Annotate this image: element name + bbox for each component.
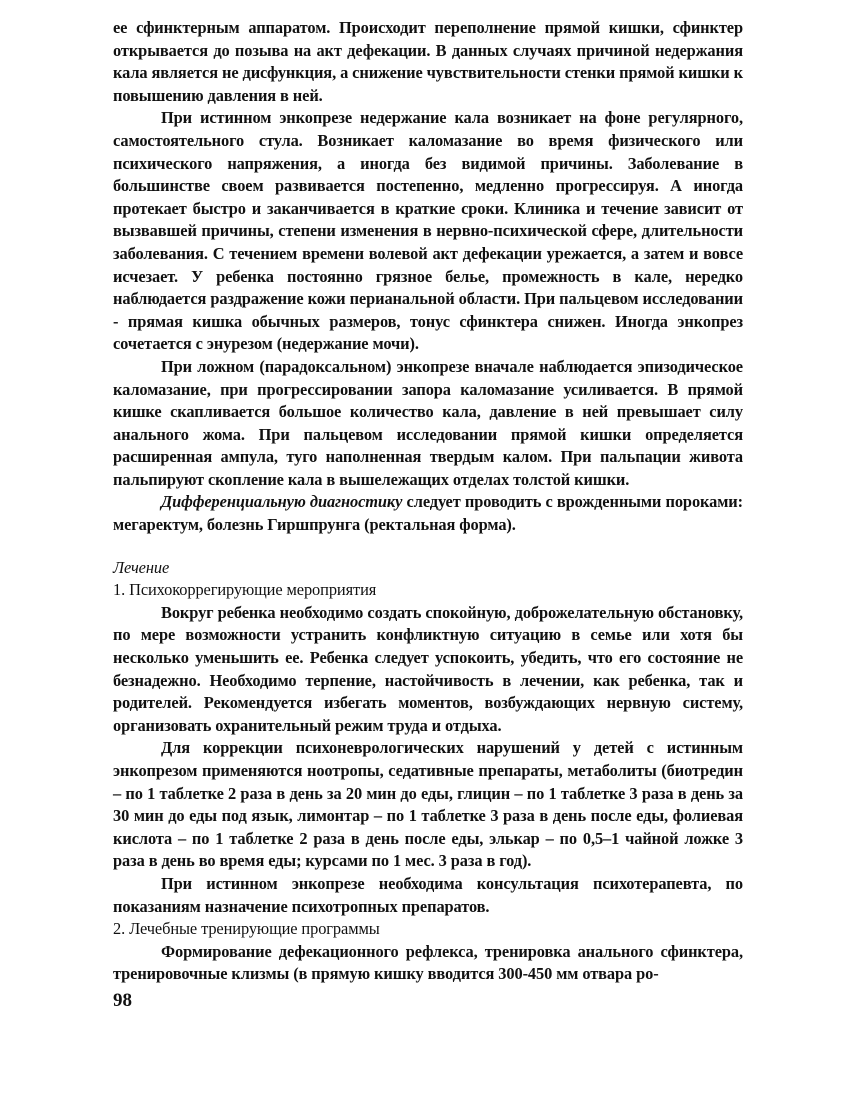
paragraph-differential-diagnosis [113, 491, 743, 536]
paragraph-true-encopresis: При истинном энкопрезе недержание кала возникает на фоне регулярного, самостоятельного стула. Возникает каломазание во время физического или психического напряжения, а иногда без видимой причины. Заболевание в большинстве своем развивается постепенно, медленно прогрессируя. А иногда протекает быстро и заканчивается в краткие сроки. Клиника и течение зависит от вызвавшей причины, степени изменения в нервно-психической сфере, длительности заболевания. С течением времени волевой акт дефекации урежается, а затем и вовсе исчезает. У ребенка постоянно грязное белье, промежность в кале, нередко наблюдается раздражение кожи перианальной области. При пальцевом исследовании - прямая кишка обычных размеров, тонус сфинктера снижен. Иногда энкопрез сочетается с энурезом (недержание мочи). [113, 108, 743, 354]
differential-diagnosis-text: следует проводить с врожденными пороками: мегаректум, болезнь Гиршпрунга (ректальная форма). [113, 492, 743, 535]
paragraph-medication: Для коррекции психоневрологических нарушений у детей с истинным энкопрезом применяются ноотропы, седативные препараты, метаболиты (биотредин – по 1 таблетке 2 раза в день за 20 мин до еды, глицин – по 1 таблетке 3 раза в день за 30 мин до еды под язык, лимонтар – по 1 таблетке 3 раза в день после еды, фолиевая кислота – по 1 таблетке 2 раза в день после еды, элькар – по 0,5–1 чайной ложке 3 раза в день во время еды; курсами по 1 мес. 3 раза в год). [113, 738, 743, 871]
section-gap [113, 537, 743, 557]
paragraph-psychotherapist: При истинном энкопрезе необходима консультация психотерапевта, по показаниям назначение психотропных препаратов. [113, 873, 743, 916]
body-text [113, 17, 743, 986]
paragraph-continuation: ее сфинктерным аппаратом. Происходит переполнение прямой кишки, сфинктер открывается до позыва на акт дефекации. В данных случаях причиной недержания кала является не дисфункция, а снижение чувствительности стенки прямой кишки к повышению давления в ней. [113, 18, 743, 105]
page-number: 98 [113, 990, 132, 1011]
heading-psychocorrective: 1. Психокоррегирующие мероприятия [113, 580, 377, 600]
differential-diagnosis-term: Дифференциальную диагностику [161, 492, 403, 512]
paragraph-environment: Вокруг ребенка необходимо создать спокойную, доброжелательную обстановку, по мере возможности устранить конфликтную ситуацию в семье или хотя бы несколько уменьшить ее. Ребенка следует успокоить, убедить, что его состояние не безнадежно. Необходимо терпение, настойчивость в лечении, как ребенка, так и родителей. Рекомендуется избегать моментов, возбуждающих нервную систему, организовать охранительный режим труда и отдыха. [113, 602, 743, 735]
heading-treatment: Лечение [113, 557, 170, 577]
heading-training-programs: 2. Лечебные тренирующие программы [113, 919, 380, 939]
paragraph-reflex-training: Формирование дефекационного рефлекса, тренировка анального сфинктера, тренировочные клизмы (в прямую кишку вводится 300-450 мм отвара ро- [113, 941, 743, 984]
paragraph-false-encopresis: При ложном (парадоксальном) энкопрезе вначале наблюдается эпизодическое каломазание, при прогрессировании запора каломазание усиливается. В прямой кишке скапливается большое количество кала, давление в ней превышает силу анального жома. При пальцевом исследовании прямой кишки определяется расширенная ампула, туго наполненная твердым калом. При пальпации живота пальпируют скопление кала в вышележащих отделах толстой кишки. [113, 356, 743, 489]
